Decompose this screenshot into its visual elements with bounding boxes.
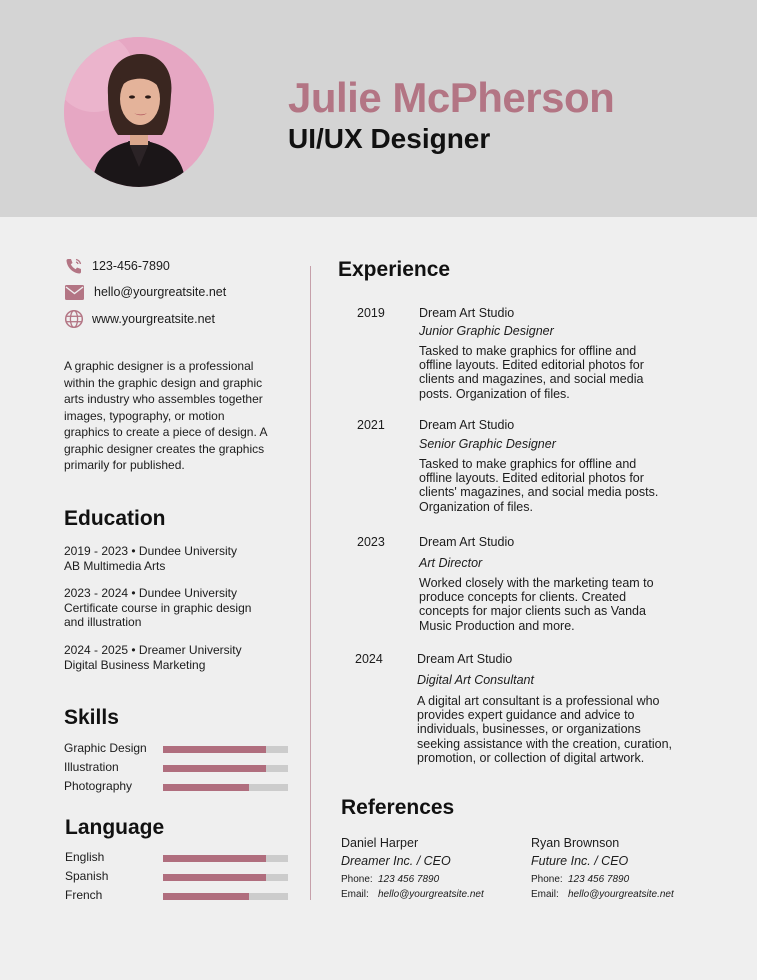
profile-photo bbox=[64, 37, 214, 187]
skill-bar-fill bbox=[163, 746, 266, 753]
mail-icon bbox=[64, 282, 84, 302]
language-bar bbox=[163, 893, 288, 900]
experience-title: Art Director bbox=[419, 556, 483, 570]
skill-label: Photography bbox=[64, 779, 133, 793]
language-bar bbox=[163, 855, 288, 862]
language-bar bbox=[163, 874, 288, 881]
contact-website bbox=[64, 309, 215, 329]
language-bar-fill bbox=[163, 893, 249, 900]
person-name: Julie McPherson bbox=[288, 74, 615, 121]
skill-row bbox=[64, 760, 288, 776]
experience-company: Dream Art Studio bbox=[419, 306, 515, 320]
education-item: 2019 - 2023 • Dundee University AB Multimedia Arts bbox=[64, 544, 237, 573]
skill-bar bbox=[163, 784, 288, 791]
reference-company: Dreamer Inc. / CEO bbox=[341, 854, 451, 868]
reference-phone: Phone: 123 456 7890 bbox=[531, 874, 630, 885]
skill-bar-fill bbox=[163, 784, 249, 791]
reference-email: Email: hello@yourgreatsite.net bbox=[341, 889, 484, 900]
experience-year: 2021 bbox=[357, 418, 385, 432]
globe-icon bbox=[64, 309, 84, 329]
reference-name: Ryan Brownson bbox=[531, 836, 620, 850]
contact-email bbox=[64, 282, 226, 302]
experience-title: Digital Art Consultant bbox=[417, 673, 534, 687]
education-item: 2024 - 2025 • Dreamer University Digital Business Marketing bbox=[64, 643, 242, 672]
experience-description: Worked closely with the marketing team to produce concepts for clients. Created concepts for major clients such as Vanda Music Production and more. bbox=[419, 576, 654, 633]
language-heading: Language bbox=[65, 816, 165, 839]
skill-label: Graphic Design bbox=[64, 741, 147, 755]
experience-company: Dream Art Studio bbox=[419, 418, 515, 432]
email-text: hello@yourgreatsite.net bbox=[94, 285, 227, 299]
experience-description: A digital art consultant is a professional who provides expert guidance and advice to individuals, businesses, or organizations seeking assistance with the creation, curation, promotion, or collection of digital artwork. bbox=[417, 694, 672, 765]
language-label: French bbox=[65, 888, 103, 902]
language-bar-fill bbox=[163, 855, 266, 862]
experience-description: Tasked to make graphics for offline and offline layouts. Edited editorial photos for clients' magazines, and social media posts. Organization of files. bbox=[419, 457, 659, 514]
skill-bar bbox=[163, 746, 288, 753]
phone-icon bbox=[64, 256, 84, 276]
references-heading: References bbox=[341, 796, 455, 819]
language-row bbox=[65, 869, 288, 885]
experience-year: 2024 bbox=[355, 652, 383, 666]
experience-title: Senior Graphic Designer bbox=[419, 437, 556, 451]
skills-heading: Skills bbox=[64, 706, 119, 729]
experience-year: 2023 bbox=[357, 535, 385, 549]
experience-title: Junior Graphic Designer bbox=[419, 324, 554, 338]
skill-bar bbox=[163, 765, 288, 772]
person-role: UI/UX Designer bbox=[288, 123, 491, 154]
website-text: www.yourgreatsite.net bbox=[92, 312, 215, 326]
profile-summary: A graphic designer is a professional within the graphic design and graphic arts industry who assembles together images, typography, or motion graphics to create a piece of design. A graphic designer creates the graphics primarily for published. bbox=[64, 359, 267, 472]
language-row bbox=[65, 850, 288, 866]
skill-label: Illustration bbox=[64, 760, 119, 774]
contact-phone bbox=[64, 256, 170, 276]
language-label: English bbox=[65, 850, 105, 864]
reference-name: Daniel Harper bbox=[341, 836, 419, 850]
language-row bbox=[65, 888, 288, 904]
experience-company: Dream Art Studio bbox=[417, 652, 513, 666]
language-label: Spanish bbox=[65, 869, 109, 883]
skill-row bbox=[64, 741, 288, 757]
experience-year: 2019 bbox=[357, 306, 385, 320]
education-heading: Education bbox=[64, 507, 166, 530]
language-bar-fill bbox=[163, 874, 266, 881]
reference-company: Future Inc. / CEO bbox=[531, 854, 629, 868]
reference-phone: Phone: 123 456 7890 bbox=[341, 874, 440, 885]
column-divider bbox=[310, 266, 311, 900]
skill-row bbox=[64, 779, 288, 795]
skill-bar-fill bbox=[163, 765, 266, 772]
experience-company: Dream Art Studio bbox=[419, 535, 515, 549]
reference-email: Email: hello@yourgreatsite.net bbox=[531, 889, 674, 900]
education-item: 2023 - 2024 • Dundee University Certificate course in graphic design and illustration bbox=[64, 586, 252, 629]
experience-heading: Experience bbox=[338, 258, 451, 281]
phone-text: 123-456-7890 bbox=[92, 259, 170, 273]
experience-description: Tasked to make graphics for offline and offline layouts. Edited editorial photos for clients and magazines, and social media posts. Organization of files. bbox=[419, 344, 644, 401]
